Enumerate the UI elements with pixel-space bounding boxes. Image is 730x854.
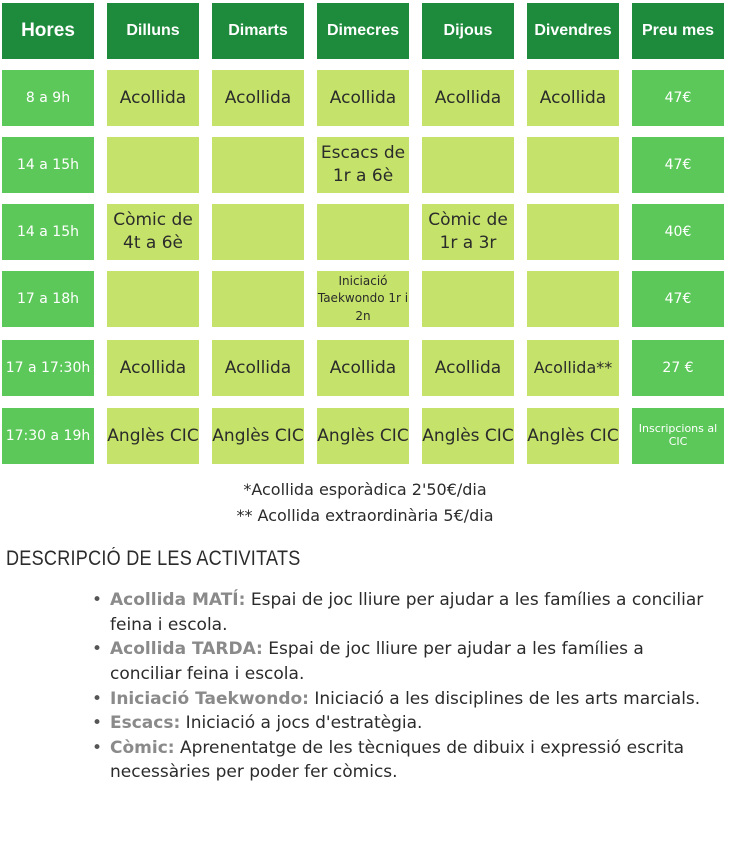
time-cell: 14 a 15h [2, 137, 94, 193]
time-cell: 14 a 15h [2, 204, 94, 260]
activity-text: Espai de joc lliure per ajudar a les famílies a conciliar feina i escola. [110, 590, 704, 635]
activity-cell: Acollida [107, 340, 199, 396]
time-cell: 17 a 17:30h [2, 340, 94, 396]
header-cell: Dimarts [212, 3, 304, 59]
note-extraordinary: ** Acollida extraordinària 5€/dia [236, 506, 494, 525]
activity-cell: Acollida [317, 70, 409, 126]
activity-cell [212, 271, 304, 327]
price-cell: 27 € [632, 340, 724, 396]
activity-cell: Còmic de 4t a 6è [107, 204, 199, 260]
activity-cell: Acollida [422, 340, 514, 396]
activities-list [88, 588, 720, 785]
list-item [88, 588, 720, 637]
list-item [88, 687, 720, 712]
time-cell: 8 a 9h [2, 70, 94, 126]
activity-cell: Anglès CIC [317, 408, 409, 464]
time-cell: 17:30 a 19h [2, 408, 94, 464]
activity-cell: Acollida [212, 70, 304, 126]
activity-cell [527, 137, 619, 193]
header-cell: Dilluns [107, 3, 199, 59]
activity-cell [317, 204, 409, 260]
activity-cell [527, 204, 619, 260]
activity-cell [212, 204, 304, 260]
activity-cell [422, 137, 514, 193]
activity-cell: Acollida [107, 70, 199, 126]
activity-text: Iniciació a les disciplines de les arts marcials. [308, 688, 701, 709]
activity-cell [527, 271, 619, 327]
list-item [88, 637, 720, 686]
activity-text: Aprenentatge de les tècniques de dibuix i expressió escrita necessàries per poder fer còmics. [110, 737, 685, 783]
activity-term: Acollida MATÍ: [110, 590, 246, 610]
activity-cell: Acollida [317, 340, 409, 396]
activity-cell: Anglès CIC [422, 408, 514, 464]
price-cell: 40€ [632, 204, 724, 260]
section-title: DESCRIPCIÓ DE LES ACTIVITATS [6, 547, 301, 570]
price-cell: 47€ [632, 137, 724, 193]
header-cell: Dimecres [317, 3, 409, 59]
activity-cell [422, 271, 514, 327]
activity-text: Iniciació a jocs d'estratègia. [180, 713, 423, 734]
activity-cell: Acollida [212, 340, 304, 396]
header-cell: Hores [2, 3, 94, 59]
price-cell: 47€ [632, 70, 724, 126]
header-cell: Dijous [422, 3, 514, 59]
note-sporadic: *Acollida esporàdica 2'50€/dia [243, 480, 487, 499]
activity-cell: Anglès CIC [107, 408, 199, 464]
activity-cell: Anglès CIC [527, 408, 619, 464]
activity-term: Acollida TARDA: [110, 639, 263, 660]
activity-cell: Acollida** [527, 340, 619, 396]
header-cell: Divendres [527, 3, 619, 59]
price-cell: Inscripcions al CIC [632, 408, 724, 464]
activity-cell: Anglès CIC [212, 408, 304, 464]
activity-term: Còmic: [110, 737, 175, 758]
activity-cell: Còmic de 1r a 3r [422, 204, 514, 260]
activity-cell: Iniciació Taekwondo 1r i 2n [317, 271, 409, 327]
activity-term: Iniciació Taekwondo: [110, 688, 309, 709]
activity-cell [212, 137, 304, 193]
activity-term: Escacs: [110, 713, 181, 734]
activity-cell [107, 137, 199, 193]
activity-cell [107, 271, 199, 327]
list-item [88, 736, 720, 785]
activity-cell: Acollida [527, 70, 619, 126]
time-cell: 17 a 18h [2, 271, 94, 327]
price-cell: 47€ [632, 271, 724, 327]
activity-cell: Escacs de 1r a 6è [317, 137, 409, 193]
activity-text: Espai de joc lliure per ajudar a les famílies a conciliar feina i escola. [110, 639, 644, 684]
activity-cell: Acollida [422, 70, 514, 126]
header-cell: Preu mes [632, 3, 724, 59]
list-item [88, 711, 720, 736]
